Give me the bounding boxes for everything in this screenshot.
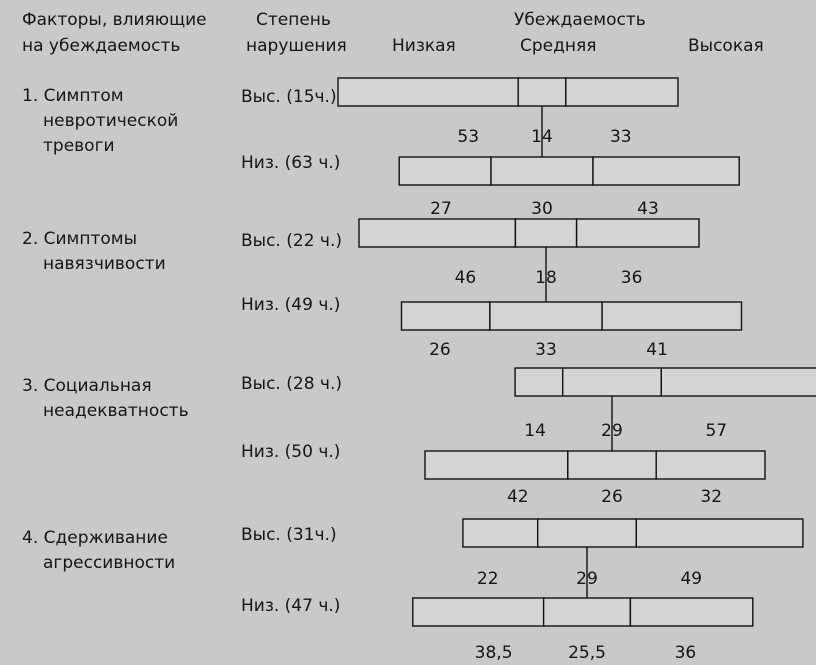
- percent-3-low-low: 42: [506, 487, 529, 507]
- header-factors-line-2: на убеждаемость: [22, 36, 181, 56]
- bar-4-low-low: [413, 598, 544, 626]
- percent-4-high-high: 49: [680, 569, 703, 589]
- percent-2-low-low: 26: [429, 340, 451, 360]
- header-high: Высокая: [688, 36, 764, 56]
- bar-1-low-high: [593, 157, 739, 185]
- bar-4-high-medium: [538, 519, 637, 547]
- percent-1-low-high: 43: [637, 199, 659, 219]
- bar-4-low-medium: [544, 598, 631, 626]
- factor-label-3-line-1: 3. Социальная: [22, 376, 152, 396]
- bar-4-high-low: [463, 519, 538, 547]
- percent-2-low-medium: 33: [535, 340, 557, 360]
- percent-1-high-low: 53: [457, 127, 480, 147]
- percent-3-high-medium: 29: [601, 421, 623, 441]
- bar-3-low-low: [425, 451, 568, 479]
- percent-3-high-high: 57: [705, 421, 728, 441]
- bar-3-high-medium: [563, 368, 662, 396]
- level-label-4-high: Выс. (31ч.): [241, 525, 337, 545]
- header-severity-line-1: Степень: [256, 10, 331, 30]
- bar-1-low-medium: [491, 157, 593, 185]
- percent-3-low-medium: 26: [601, 487, 623, 507]
- bars: [338, 78, 816, 626]
- header-severity-line-2: нарушения: [246, 36, 347, 56]
- factor-label-2-line-1: 2. Симптомы: [22, 229, 138, 249]
- percent-4-high-low: 22: [476, 569, 499, 589]
- bar-2-high-low: [359, 219, 515, 247]
- percent-4-low-medium: 25,5: [568, 643, 606, 663]
- bar-2-low-low: [402, 302, 490, 330]
- percent-1-low-medium: 30: [531, 199, 553, 219]
- percent-4-low-low: 38,5: [474, 643, 513, 663]
- bar-2-high-high: [577, 219, 699, 247]
- header-persuasion: Убеждаемость: [514, 10, 646, 30]
- bar-2-high-medium: [515, 219, 576, 247]
- header-factors-line-1: Факторы, влияющие: [22, 10, 207, 30]
- percent-2-low-high: 41: [646, 340, 668, 360]
- level-label-1-low: Низ. (63 ч.): [241, 153, 341, 173]
- bar-1-high-low: [338, 78, 518, 106]
- bar-1-low-low: [399, 157, 491, 185]
- level-label-2-low: Низ. (49 ч.): [241, 295, 341, 315]
- percent-2-high-high: 36: [620, 268, 643, 288]
- percent-4-low-high: 36: [674, 643, 697, 663]
- factor-label-1-line-3: тревоги: [43, 136, 115, 156]
- bar-4-low-high: [630, 598, 752, 626]
- factor-label-1-line-1: 1. Симптом: [22, 86, 124, 106]
- percent-2-high-medium: 18: [535, 268, 557, 288]
- severity-level-labels: [241, 87, 342, 616]
- level-label-4-low: Низ. (47 ч.): [241, 596, 341, 616]
- factor-label-1-line-2: невротической: [43, 111, 179, 131]
- header: [22, 10, 764, 56]
- bar-4-high-high: [636, 519, 803, 547]
- bar-1-high-medium: [518, 78, 566, 106]
- factor-label-4-line-2: агрессивности: [43, 553, 176, 573]
- percent-1-low-low: 27: [430, 199, 452, 219]
- level-label-3-high: Выс. (28 ч.): [241, 374, 342, 394]
- percent-3-low-high: 32: [700, 487, 723, 507]
- factor-labels: [22, 86, 189, 573]
- percent-1-high-high: 33: [609, 127, 632, 147]
- bar-3-low-medium: [568, 451, 656, 479]
- factor-label-2-line-2: навязчивости: [43, 254, 166, 274]
- bar-3-low-high: [656, 451, 765, 479]
- bar-1-high-high: [566, 78, 678, 106]
- percent-3-high-low: 14: [524, 421, 546, 441]
- bar-3-high-high: [661, 368, 816, 396]
- header-medium: Средняя: [520, 36, 597, 56]
- bar-3-high-low: [515, 368, 563, 396]
- percent-4-high-medium: 29: [576, 569, 598, 589]
- header-low: Низкая: [392, 36, 456, 56]
- percent-2-high-low: 46: [454, 268, 477, 288]
- percent-1-high-medium: 14: [531, 127, 553, 147]
- factor-label-4-line-1: 4. Сдерживание: [22, 528, 168, 548]
- level-label-2-high: Выс. (22 ч.): [241, 231, 342, 251]
- factor-label-3-line-2: неадекватность: [43, 401, 189, 421]
- level-label-3-low: Низ. (50 ч.): [241, 442, 341, 462]
- bar-2-low-medium: [490, 302, 602, 330]
- level-label-1-high: Выс. (15ч.): [241, 87, 337, 107]
- bar-2-low-high: [602, 302, 741, 330]
